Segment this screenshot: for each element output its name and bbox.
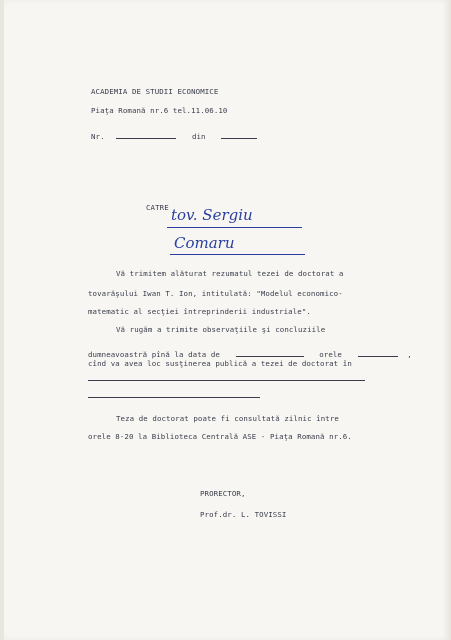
paragraph-3-line-2: orele 8-20 la Biblioteca Centrală ASE - Piaţa Romană nr.6. (88, 432, 352, 441)
recipient-underline-1 (167, 227, 302, 228)
number-blank (116, 132, 176, 139)
hours-blank (358, 350, 398, 357)
date-label: din (191, 132, 206, 141)
paragraph-3-line-1: Teza de doctorat poate fi consultată zilnic între (116, 414, 339, 423)
recipient-underline-2 (170, 254, 305, 255)
deadline-text: dumneavoastră pînă la data de (88, 350, 220, 359)
institution-address: Piaţa Romană nr.6 tel.11.06.10 (91, 106, 228, 115)
signatory-name: Prof.dr. L. TOVISSI (200, 510, 287, 519)
paragraph-1-line-1: Vă trimitem alăturat rezumatul tezei de doctorat a (116, 269, 344, 278)
paragraph-1-line-2: tovarăşului Iwan T. Ion, intitulată: "Modelul economico- (88, 289, 343, 298)
handwritten-recipient-line1: tov. Sergiu (171, 206, 253, 224)
handwritten-recipient-line2: Comaru (174, 234, 235, 252)
institution-name: ACADEMIA DE STUDII ECONOMICE (91, 87, 219, 96)
location-blank-2 (88, 397, 260, 398)
document-page (4, 0, 449, 640)
paragraph-2-line-1: Vă rugăm a trimite observaţiile şi concluziile (116, 325, 326, 334)
paragraph-2-line-2: dumneavoastră pînă la data de orele , (88, 350, 412, 359)
deadline-date-blank (236, 350, 304, 357)
date-blank (221, 132, 257, 139)
signatory-title: PRORECTOR, (200, 489, 246, 498)
paragraph-2-line-3: cînd va avea loc susţinerea publică a tezei de doctorat în (88, 359, 352, 368)
paragraph-1-line-3: matematic al secţiei întreprinderii industriale". (88, 307, 311, 316)
hours-text: orele (319, 350, 342, 359)
recipient-label: CATRE (146, 203, 169, 212)
number-label: Nr. (91, 132, 105, 141)
reference-line (91, 124, 257, 143)
location-blank-1 (88, 380, 365, 381)
